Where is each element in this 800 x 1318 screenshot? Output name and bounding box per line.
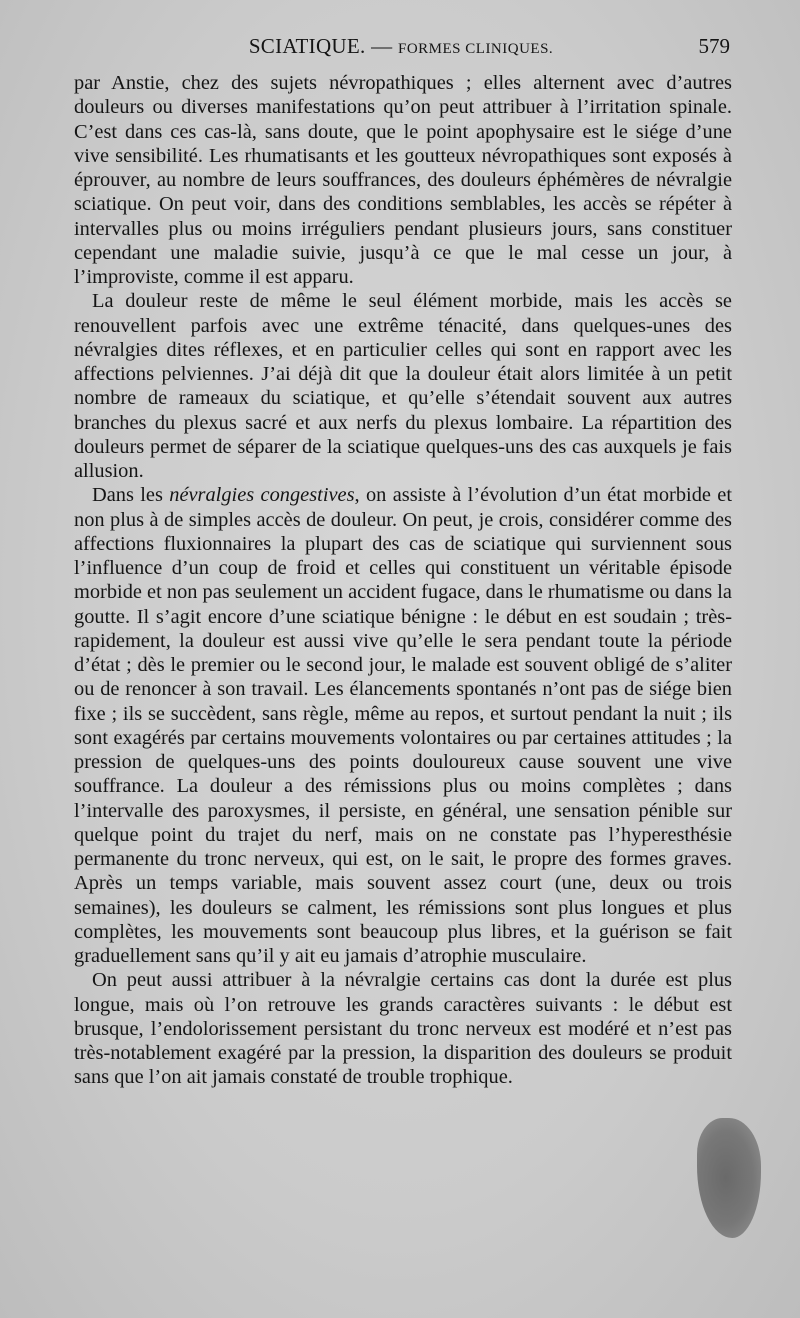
paragraph-2: La douleur reste de même le seul élément morbide, mais les accès se renouvellent parfois avec une extrême ténacité, dans quelques-unes des névralgies dites réflexes, et en particulier celles qui sont en rapport avec les affections pelviennes. J’ai déjà dit que la douleur était alors limitée à un petit nombre de rameaux du sciatique, et qu’elle s’étendait souvent aux autres branches du plexus sacré et aux nerfs du plexus lombaire. La répartition des douleurs permet de séparer de la sciatique quelques-uns des cas auxquels je fais allusion. (74, 290, 732, 482)
running-head-subtitle: FORMES CLINIQUES. (398, 41, 554, 57)
paragraph-3-rest: , on assiste à l’évolution d’un état morbide et non plus à de simples accès de douleur. On peut, je crois, considérer comme des affections fluxionnaires la plupart des cas de sciatique qui surviennent sous l’influence d’un coup de froid et celles qui constituent un véritable épisode morbide et non pas seulement un accident fugace, dans le rhumatisme ou dans la goutte. Il s’agit encore d’une sciatique bénigne : le début en est soudain ; très-rapidement, la douleur est aussi vive qu’elle le sera pendant toute la période d’état ; dès le premier ou le second jour, le malade est souvent obligé de s’aliter ou de renoncer à son travail. Les élancements spontanés n’ont pas de siége bien fixe ; ils se succèdent, sans règle, même au repos, et surtout pendant la nuit ; ils sont exagérés par certains mouvements volontaires ou par certaines attitudes ; la pression de quelques-uns des points douloureux cause souvent une vive souffrance. La douleur a des rémissions plus ou moins complètes ; dans l’intervalle des paroxysmes, il persiste, en général, une sensation pénible sur quelque point du trajet du nerf, mais on ne constate pas l’hyperesthésie permanente du tronc nerveux, qui est, on le sait, le propre des formes graves. Après un temps variable, mais souvent assez court (une, deux ou trois semaines), les douleurs se calment, les rémissions sont plus longues et plus complètes, les mouvements sont beaucoup plus libres, et la guérison se fait graduellement sans qu’il y ait eu jamais d’atrophie musculaire. (74, 484, 732, 967)
paragraph-3-intro: Dans les (92, 484, 170, 507)
running-head-dash: — (371, 34, 393, 58)
paragraph-1: par Anstie, chez des sujets névropathiques ; elles alternent avec d’autres douleurs ou diverses manifestations qu’on peut attribuer à l’irritation spinale. C’est dans ces cas-là, sans doute, que le point apophysaire est le siége d’une vive sensibilité. Les rhumatisants et les goutteux névropathiques sont exposés à éprouver, au nombre de leurs souffrances, des douleurs éphémères de névralgie sciatique. On peut voir, dans des conditions semblables, les accès se répéter à intervalles plus ou moins irréguliers pendant plusieurs jours, sans constituer cependant une maladie suivie, jusqu’à ce que le mal cesse un jour, à l’improviste, comme il est apparu. (74, 72, 732, 288)
page-number: 579 (698, 34, 730, 58)
paragraph-4: On peut aussi attribuer à la névralgie certains cas dont la durée est plus longue, mais où l’on retrouve les grands caractères suivants : le début est brusque, l’endolorissement persistant du tronc nerveux est modéré et n’est pas très-notablement exagéré par la pression, la disparition des douleurs se produit sans que l’on ait jamais constaté de trouble trophique. (74, 969, 732, 1089)
running-head-title: SCIATIQUE. (248, 34, 366, 58)
ink-stain (697, 1118, 761, 1238)
paragraph-3 (74, 483, 732, 968)
running-head (70, 34, 732, 59)
paragraph-3-emphasis: névralgies congestives (169, 484, 355, 507)
body-text (74, 71, 732, 1090)
page-header (70, 34, 732, 64)
